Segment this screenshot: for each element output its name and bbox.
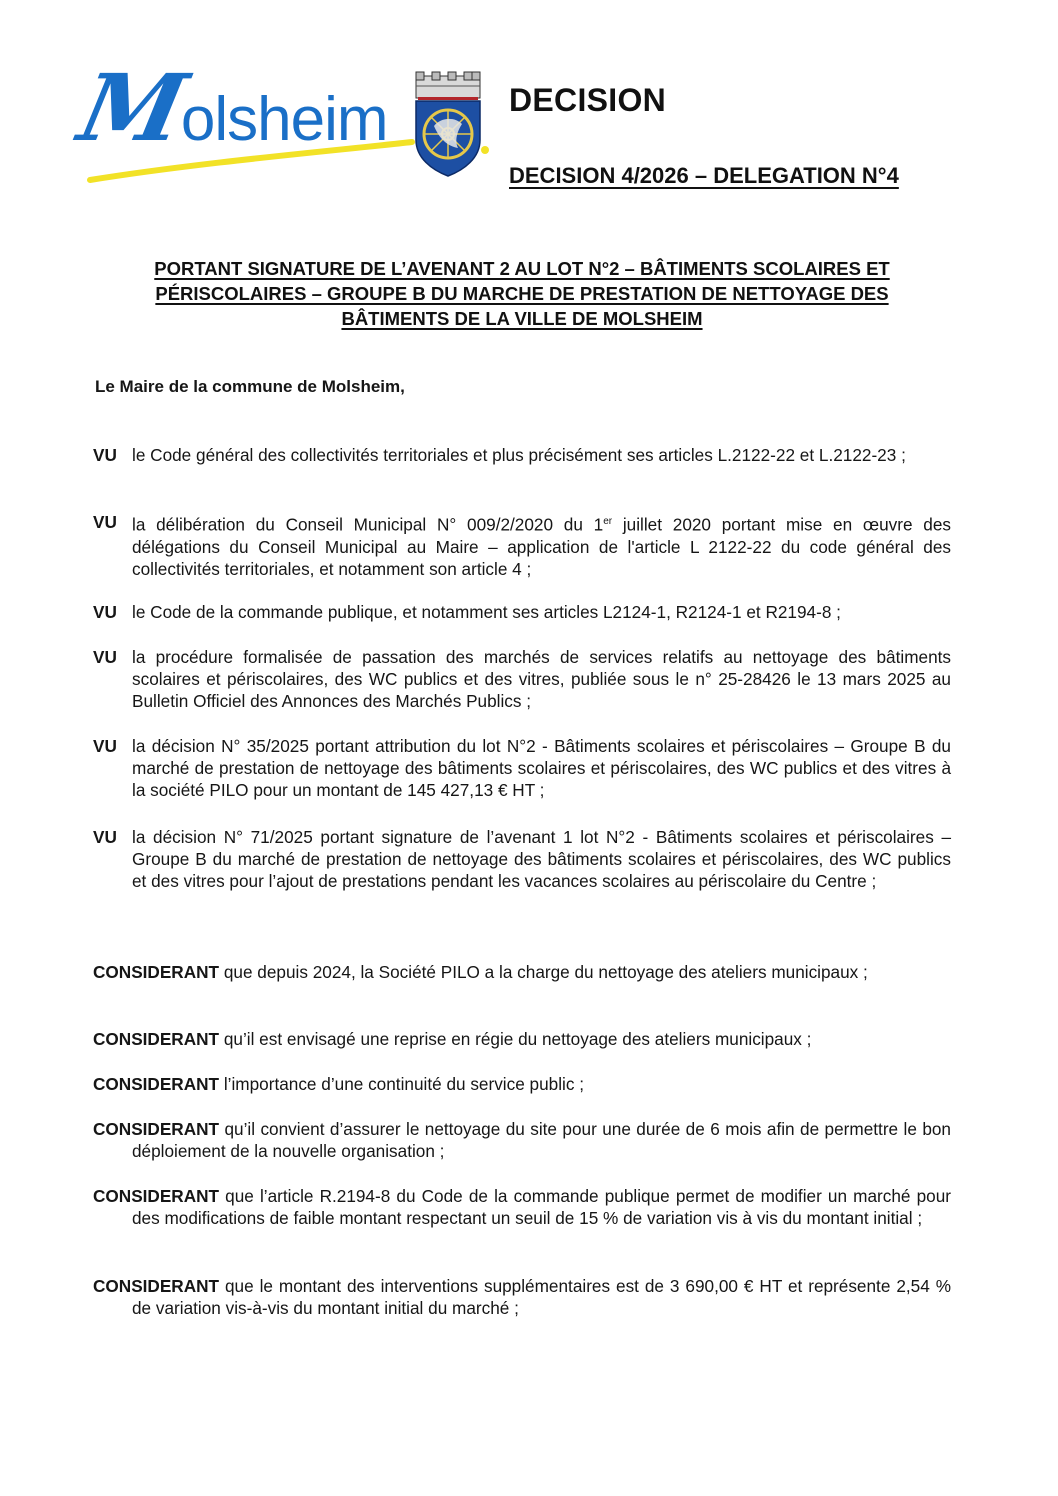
considerant-keyword: CONSIDERANT <box>93 1276 220 1296</box>
vu-keyword: VU <box>93 602 117 622</box>
considerant-item <box>93 1185 951 1229</box>
vu-text-part: juillet 2020 portant mise en œuvre des délégations du Conseil Municipal au Maire – application de l'article L 2122-22 du code général des collectivités territoriales, et notamment son article 4 ; <box>132 514 951 579</box>
vu-text: la décision N° 71/2025 portant signature de l’avenant 1 lot N°2 - Bâtiments scolaires et périscolaires – Groupe B du marché de prestation de nettoyage des bâtiments scolaires et périscolaires, des WC publics et des vitres pour l’ajout de prestations pendant les vacances scolaires au périscolaire du Centre ; <box>132 827 951 891</box>
vu-item <box>93 826 951 892</box>
vu-keyword: VU <box>93 647 117 667</box>
vu-item <box>93 601 951 623</box>
logo-initial: M <box>70 54 195 162</box>
considerant-item <box>93 1275 951 1319</box>
subject-line: PORTANT SIGNATURE DE L’AVENANT 2 AU LOT N°2 – BÂTIMENTS SCOLAIRES ET <box>154 258 890 279</box>
considerant-keyword: CONSIDERANT <box>93 962 220 982</box>
subject-line: PÉRISCOLAIRES – GROUPE B DU MARCHE DE PRESTATION DE NETTOYAGE DES <box>155 283 889 304</box>
considerant-text: que depuis 2024, la Société PILO a la charge du nettoyage des ateliers municipaux ; <box>223 962 868 982</box>
vu-text: le Code de la commande publique, et notamment ses articles L2124-1, R2124-1 et R2194-8 ; <box>132 602 841 622</box>
vu-text: le Code général des collectivités territoriales et plus précisément ses articles L.2122-22 et L.2122-23 ; <box>132 445 906 465</box>
considerant-text: que l’article R.2194-8 du Code de la commande publique permet de modifier un marché pour des modifications de faible montant respectant un seuil de 15 % de variation vis à vis du montant initial ; <box>132 1186 951 1228</box>
considerant-item <box>93 1118 951 1162</box>
vu-item <box>93 444 951 466</box>
document-title: DECISION <box>509 82 667 118</box>
vu-keyword: VU <box>93 512 117 532</box>
considerant-text: l’importance d’une continuité du service public ; <box>223 1074 585 1094</box>
considerant-text: que le montant des interventions supplémentaires est de 3 690,00 € HT et représente 2,54 % de variation vis-à-vis du montant initial du marché ; <box>132 1276 951 1318</box>
decision-reference: DECISION 4/2026 – DELEGATION N°4 <box>509 163 899 188</box>
vu-item <box>93 646 951 712</box>
considerant-item <box>93 1073 951 1095</box>
considerant-keyword: CONSIDERANT <box>93 1119 220 1139</box>
vu-keyword: VU <box>93 827 117 847</box>
vu-text: la décision N° 35/2025 portant attribution du lot N°2 - Bâtiments scolaires et périscolaires – Groupe B du marché de prestation de nettoyage des bâtiments scolaires et périscolaires, des WC publics et des vitres à la société PILO pour un montant de 145 427,13 € HT ; <box>132 736 951 800</box>
considerant-item <box>93 961 951 983</box>
logo-wordmark <box>70 54 388 162</box>
considerant-text: qu’il est envisagé une reprise en régie du nettoyage des ateliers municipaux ; <box>223 1029 812 1049</box>
considerant-item <box>93 1028 951 1050</box>
logo-rest: olsheim <box>180 85 388 154</box>
vu-text-part: la délibération du Conseil Municipal N° 009/2/2020 du 1 <box>132 514 604 535</box>
vu-item <box>93 511 951 580</box>
considerant-keyword: CONSIDERANT <box>93 1029 220 1049</box>
ordinal-superscript: er <box>603 516 613 527</box>
vu-text: la procédure formalisée de passation des marchés de services relatifs au nettoyage des bâtiments scolaires et périscolaires, des WC publics et des vitres, publiée sous le n° 25-28426 le 13 mars 2025 au Bulletin Officiel des Annonces des Marchés Publics ; <box>132 647 951 711</box>
vu-item <box>93 735 951 801</box>
considerant-keyword: CONSIDERANT <box>93 1186 220 1206</box>
decision-subject <box>92 256 952 331</box>
vu-text <box>132 511 951 580</box>
vu-keyword: VU <box>93 736 117 756</box>
vu-keyword: VU <box>93 445 117 465</box>
subject-line: BÂTIMENTS DE LA VILLE DE MOLSHEIM <box>341 308 703 329</box>
considerant-text: qu’il convient d’assurer le nettoyage du site pour une durée de 6 mois afin de permettre le bon déploiement de la nouvelle organisation ; <box>132 1119 951 1161</box>
preamble: Le Maire de la commune de Molsheim, <box>95 377 405 396</box>
considerant-keyword: CONSIDERANT <box>93 1074 220 1094</box>
coat-of-arms-icon <box>408 70 488 180</box>
